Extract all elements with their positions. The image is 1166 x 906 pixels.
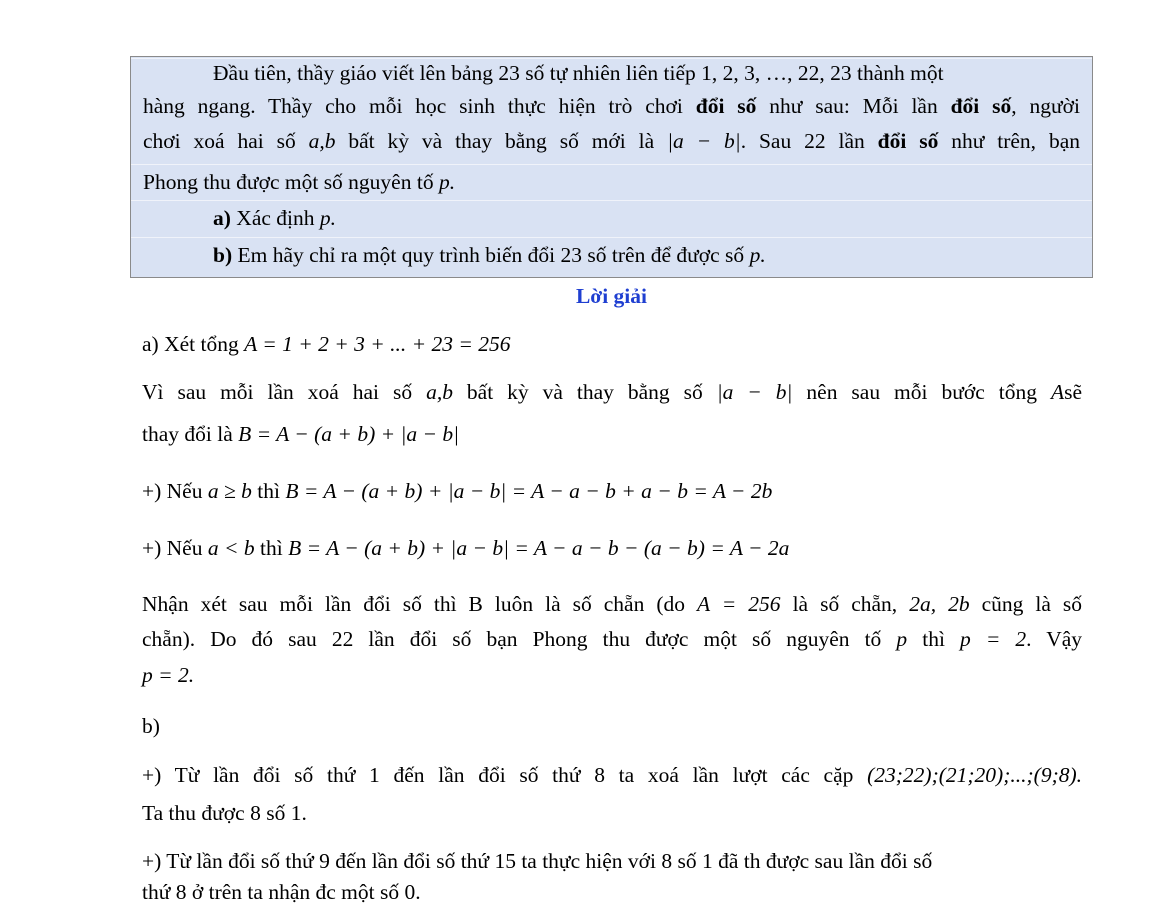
text: +) Nếu [142, 479, 203, 503]
math-variable: p [896, 627, 908, 651]
math-expression: B = A − (a + b) + |a − b| = A − a − b + a − b = A − 2b [285, 479, 773, 503]
text: Ta thu được 8 số 1. [142, 801, 307, 825]
solution-line-1 [142, 330, 1082, 358]
row-divider [131, 200, 1092, 201]
text: cũng là số [981, 592, 1083, 616]
math-variable: A [1050, 380, 1065, 404]
text: . Vậy [1026, 627, 1083, 651]
text: Vì sau mỗi lần xoá hai số [142, 380, 413, 404]
solution-line-4 [142, 477, 1082, 505]
problem-box [130, 56, 1093, 278]
text: thì [260, 536, 283, 560]
problem-text: . Sau 22 lần [740, 129, 865, 153]
bold-term: đổi số [950, 94, 1012, 118]
text: +) Từ lần đổi số thứ 1 đến lần đổi số thứ 8 ta xoá lần lượt các cặp [142, 763, 854, 787]
problem-text: Xác định [236, 206, 315, 230]
problem-text: hàng ngang. Thầy cho mỗi học sinh thực hiện trò chơi [143, 94, 683, 118]
math-variable: p. [749, 243, 766, 267]
part-label: b) [213, 243, 233, 267]
math-variable: p. [319, 206, 337, 230]
problem-line-4 [143, 168, 1080, 196]
solution-line-11 [142, 799, 1082, 827]
row-divider [131, 164, 1092, 165]
math-expression: p = 2. [142, 663, 195, 687]
text: sẽ [1064, 380, 1082, 404]
text: +) Từ lần đổi số thứ 9 đến lần đổi số thứ 15 ta thực hiện với 8 số 1 đã th được sau lần đổi số [142, 849, 933, 873]
problem-line-3 [143, 127, 1080, 155]
text: chẵn). Do đó sau 22 lần đổi số bạn Phong thu được một số nguyên tố [142, 627, 882, 651]
problem-text: , người [1011, 94, 1080, 118]
solution-line-9 [142, 712, 1082, 740]
math-variables: a,b [308, 129, 336, 153]
problem-text: Em hãy chỉ ra một quy trình biến đổi 23 số trên để được số [237, 243, 745, 267]
solution-line-5 [142, 534, 1082, 562]
problem-text: bất kỳ và thay bằng số mới là [348, 129, 655, 153]
text: thì [257, 479, 280, 503]
solution-line-2 [142, 378, 1082, 406]
math-variables: a,b [426, 380, 453, 404]
math-condition: a ≥ b [207, 479, 252, 503]
part-label: b) [142, 714, 160, 738]
solution-line-3 [142, 420, 1082, 448]
solution-line-8 [142, 661, 1082, 689]
problem-text: Phong thu được một số nguyên tố [143, 170, 434, 194]
math-expression: p = 2 [960, 627, 1027, 651]
solution-line-7 [142, 625, 1082, 653]
math-abs: |a − b| [667, 129, 741, 153]
math-expression: B = A − (a + b) + |a − b| [238, 422, 460, 446]
solution-line-10 [142, 761, 1082, 789]
problem-line-1 [213, 59, 1080, 87]
math-abs: |a − b| [716, 380, 793, 404]
text: +) Nếu [142, 536, 203, 560]
problem-text: Đầu tiên, thầy giáo viết lên bảng 23 số tự nhiên liên tiếp 1, 2, 3, …, 22, 23 thành một [213, 61, 944, 85]
text: thì [922, 627, 945, 651]
math-expression: (23;22);(21;20);...;(9;8). [867, 763, 1083, 787]
solution-line-13 [142, 878, 1082, 906]
solution-line-6 [142, 590, 1082, 618]
math-condition: a < b [207, 536, 255, 560]
bold-term: đổi số [877, 129, 939, 153]
text: Nhận xét sau mỗi lần đổi số thì B luôn là số chẵn (do [142, 592, 686, 616]
bold-term: đổi số [695, 94, 757, 118]
text: thứ 8 ở trên ta nhận đc một số 0. [142, 880, 421, 904]
math-expression: 2a, 2b [909, 592, 970, 616]
text: thay đổi là [142, 422, 233, 446]
math-variable: p. [438, 170, 456, 194]
solution-line-12 [142, 847, 1082, 875]
text: nên sau mỗi bước tổng [806, 380, 1037, 404]
row-divider [131, 237, 1092, 238]
math-expression: A = 256 [697, 592, 781, 616]
text: bất kỳ và thay bằng số [466, 380, 703, 404]
problem-part-b [213, 241, 1080, 269]
problem-text: như sau: Mỗi lần [769, 94, 938, 118]
math-expression: B = A − (a + b) + |a − b| = A − a − b − (a − b) = A − 2a [288, 536, 790, 560]
part-label: a) [213, 206, 231, 230]
problem-part-a [213, 204, 1080, 232]
problem-text: như trên, bạn [951, 129, 1080, 153]
math-expression: A = 1 + 2 + 3 + ... + 23 = 256 [244, 332, 511, 356]
problem-line-2 [143, 92, 1080, 120]
problem-text: chơi xoá hai số [143, 129, 296, 153]
solution-title: Lời giải [575, 284, 648, 308]
text: là số chẵn, [792, 592, 898, 616]
text: a) Xét tổng [142, 332, 239, 356]
